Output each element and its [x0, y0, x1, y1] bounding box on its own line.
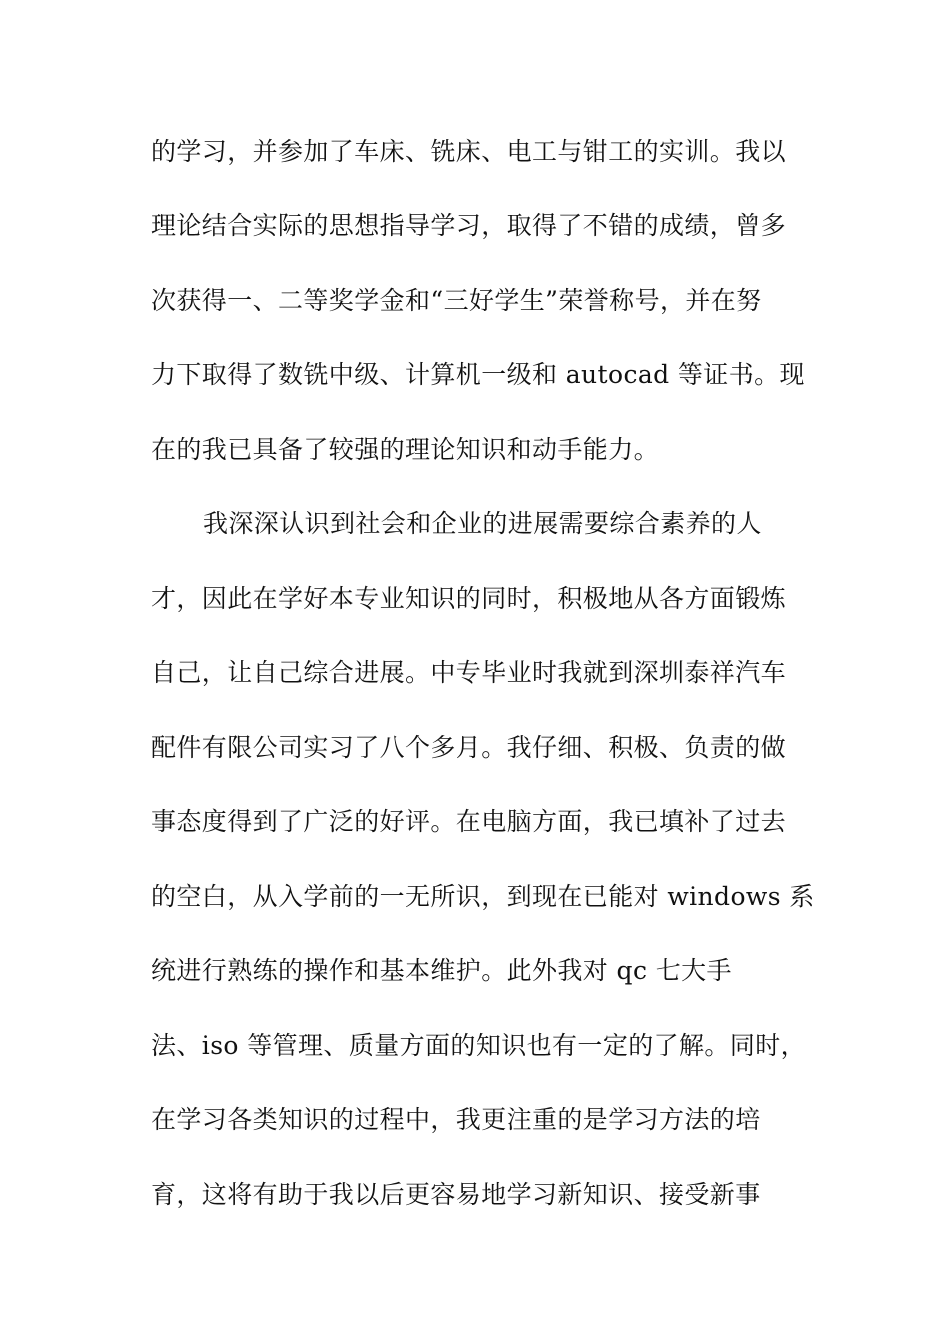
- paragraph-start-line: 我深深认识到社会和企业的进展需要综合素养的人: [203, 509, 762, 538]
- text-line: 法、iso 等管理、质量方面的知识也有一定的了解。同时，: [151, 1031, 807, 1060]
- text-line: 才，因此在学好本专业知识的同时，积极地从各方面锻炼: [151, 584, 787, 613]
- text-line: 理论结合实际的思想指导学习，取得了不错的成绩，曾多: [151, 211, 787, 240]
- text-line: 的空白，从入学前的一无所识，到现在已能对 windows 系: [151, 882, 815, 911]
- text-line: 力下取得了数铣中级、计算机一级和 autocad 等证书。现: [151, 360, 805, 389]
- text-line: 在的我已具备了较强的理论知识和动手能力。: [151, 435, 660, 464]
- text-line: 事态度得到了广泛的好评。在电脑方面，我已填补了过去: [151, 807, 787, 836]
- text-line: 次获得一、二等奖学金和“三好学生”荣誉称号，并在努: [151, 286, 762, 315]
- text-line: 配件有限公司实习了八个多月。我仔细、积极、负责的做: [151, 733, 787, 762]
- text-line: 在学习各类知识的过程中，我更注重的是学习方法的培: [151, 1105, 761, 1134]
- text-line: 育，这将有助于我以后更容易地学习新知识、接受新事: [151, 1180, 761, 1209]
- text-line: 统进行熟练的操作和基本维护。此外我对 qc 七大手: [151, 956, 732, 985]
- text-line: 自己，让自己综合进展。中专毕业时我就到深圳泰祥汽车: [151, 658, 787, 687]
- text-line: 的学习，并参加了车床、铣床、电工与钳工的实训。我以: [151, 137, 787, 166]
